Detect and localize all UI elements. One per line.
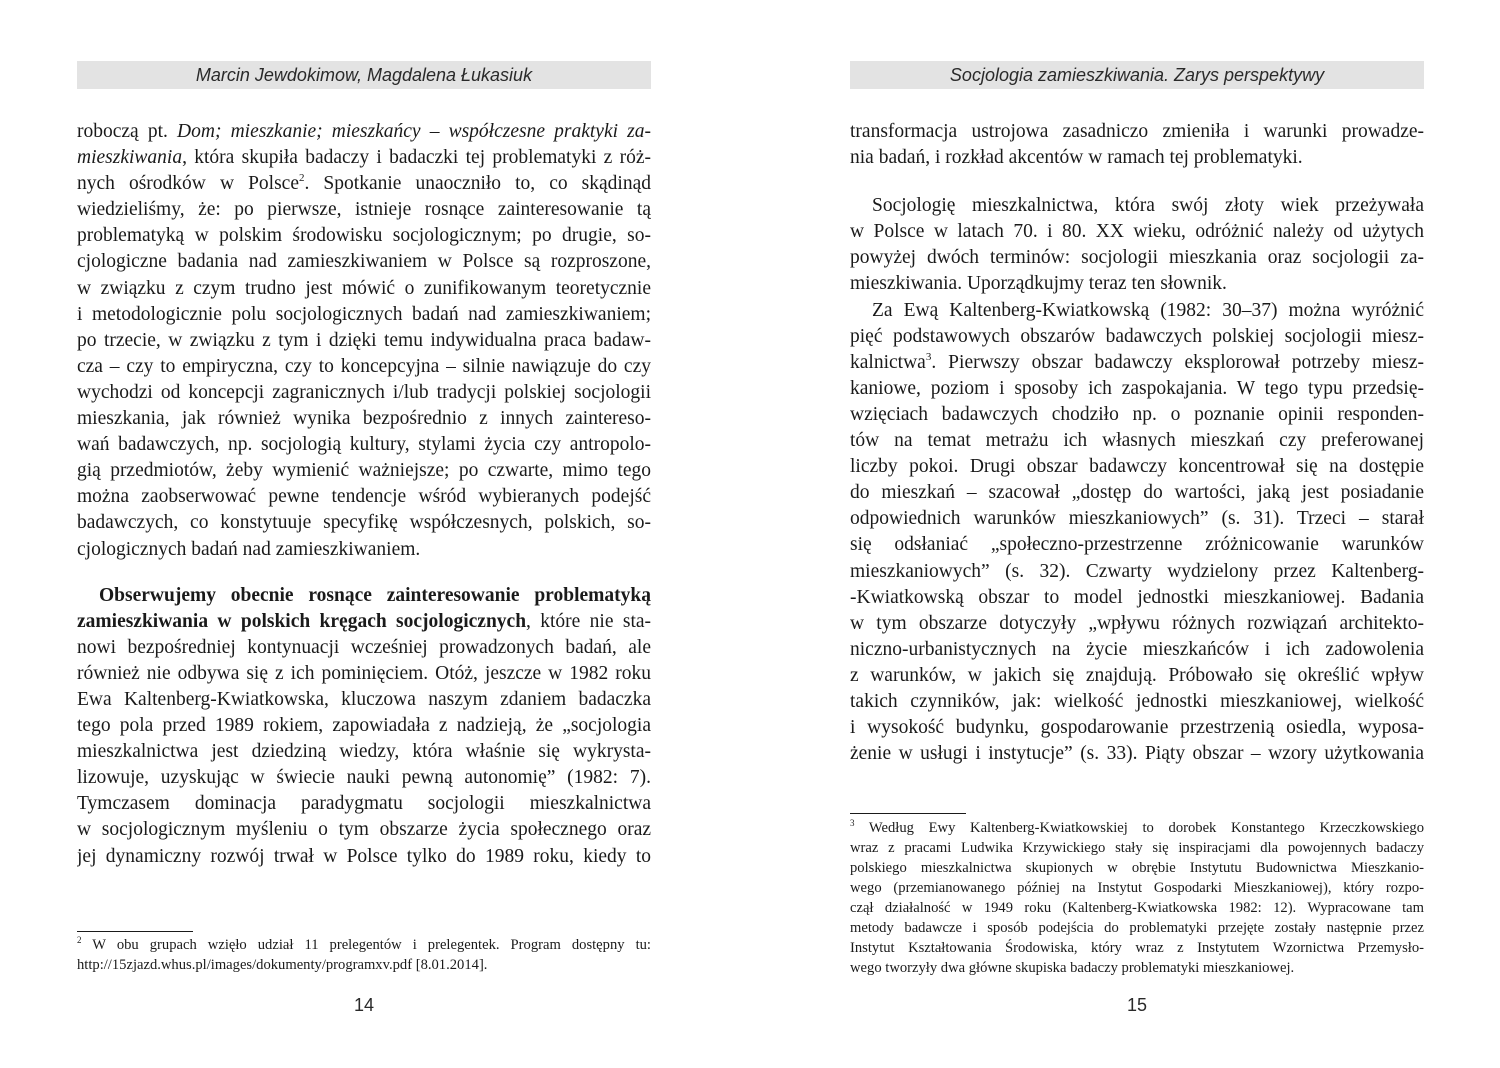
footnote-line: $^3$ Według Ewy Kaltenberg-Kwiatkowskiej to dorobek Konstantego Krzeczkowskiego: [850, 818, 1424, 836]
text-line: nia badań, i rozkład akcentów w ramach tej problematyki.: [850, 147, 1303, 169]
footnote-line: [77, 955, 651, 975]
text-line: mieszkiwania. Uporządkujmy teraz ten słownik.: [850, 273, 1227, 295]
footnote-2: [77, 935, 651, 975]
left-paragraph-2: [77, 583, 651, 870]
text-line: cjologiczne badania nad zamieszkiwaniem w Polsce są rozproszone,: [77, 251, 651, 273]
text-line: gią przedmiotów, żeby wymienić ważniejsze; po czwarte, mimo tego: [77, 460, 651, 482]
left-body-text: [77, 119, 651, 870]
footnote-separator: [77, 931, 193, 932]
right-body-text: [850, 119, 1424, 767]
text-line: lizowuje, uzyskując w świecie nauki pewną autonomię” (1982: 7).: [77, 767, 651, 789]
text-line: wiedzieliśmy, że: po pierwsze, istnieje rosnące zainteresowanie tą: [77, 199, 651, 221]
footnote-ref-2[interactable]: 2: [299, 172, 305, 185]
text-line: niczno-urbanistycznych na życie mieszkańców i ich zadowolenia: [850, 638, 1424, 660]
text-line: w socjologicznym myśleniu o tym obszarze życia społecznego oraz: [77, 819, 651, 841]
text-line: mieszkiwania, która skupiła badaczy i badaczki tej problematyki z róż-: [77, 147, 651, 169]
text-line: takich czynników, jak: wielkość jednostki mieszkaniowej, wielkość: [850, 690, 1424, 712]
footnote-3: [850, 818, 1424, 978]
right-paragraph-1: [850, 119, 1424, 171]
footnote-line: $^2$ W obu grupach wzięło udział 11 prelegentów i prelegentek. Program dostępny tu:: [77, 935, 651, 953]
footnote-line: metody badawcze i sposób podejścia do problematyki przejęte zostały następnie przez: [850, 920, 1424, 936]
text-line: z warunków, w jakich się znajdują. Próbowało się określić wpływ: [850, 664, 1424, 686]
text-line: zamieszkiwania w polskich kręgach socjologicznych, które nie sta-: [77, 610, 651, 632]
footnote-line: Instytut Kształtowania Środowiska, który wraz z Instytutem Wzornictwa Przemysło-: [850, 940, 1424, 956]
text-line: Tymczasem dominacja paradygmatu socjologii mieszkalnictwa: [77, 793, 651, 815]
text-line: pięć podstawowych obszarów badawczych polskiej socjologii miesz-: [850, 325, 1424, 347]
text-line: tego pola przed 1989 rokiem, zapowiadała z nadzieją, że „socjologia: [77, 715, 651, 737]
text-line: wań badawczych, np. socjologią kultury, stylami życia czy antropolo-: [77, 434, 651, 456]
text-line: -Kwiatkowską obszar to model jednostki mieszkaniowej. Badania: [850, 586, 1424, 608]
text-line: nowi bezpośredniej kontynuacji wcześniej prowadzonych badań, ale: [77, 636, 651, 658]
footnote-link[interactable]: http://15zjazd.whus.pl/images/dokumenty/programxv.pdf [8.01.2014].: [77, 957, 488, 973]
left-paragraph-1: [77, 119, 651, 563]
text-line: roboczą pt. Dom; mieszkanie; mieszkańcy – współczesne praktyki za-: [77, 121, 651, 142]
footnote-line: polskiego mieszkalnictwa skupionych w obrębie Instytutu Budownictwa Mieszkanio-: [850, 860, 1424, 876]
text-line: w Polsce w latach 70. i 80. XX wieku, odróżnić należy od użytych: [850, 221, 1424, 243]
text-line: tów na temat metrażu ich własnych mieszkań czy preferowanej: [850, 430, 1424, 452]
right-paragraph-2: [850, 193, 1424, 297]
page-number-left: 14: [353, 995, 375, 1015]
text-line: Obserwujemy obecnie rosnące zainteresowanie problematyką: [99, 584, 651, 606]
footnote-line: czął działalność w 1949 roku (Kaltenberg-Kwiatkowska 1982: 12). Wypracowane tam: [850, 900, 1424, 916]
text-line: odpowiednich warunków mieszkaniowych” (s. 31). Trzeci – starał: [850, 508, 1424, 530]
text-line: żenie w usługi i instytucje” (s. 33). Piąty obszar – wzory użytkowania: [850, 743, 1424, 765]
page-number-right: 15: [1126, 995, 1148, 1015]
text-line: Socjologię mieszkalnictwa, która swój złoty wiek przeżywała: [872, 195, 1424, 217]
footnote-separator: [850, 813, 966, 814]
text-line: mieszkaniowych” (s. 32). Czwarty wydzielony przez Kaltenberg-: [850, 560, 1424, 582]
text-line: w związku z czym trudno jest mówić o zunifikowanym teoretycznie: [77, 277, 651, 299]
running-head-left: Marcin Jewdokimow, Magdalena Łukasiuk: [77, 61, 651, 89]
text-line: wychodzi od koncepcji zagranicznych i/lub tradycji polskiej socjologii: [77, 381, 651, 403]
text-line: cjologicznych badań nad zamieszkiwaniem.: [77, 538, 421, 560]
footnote-ref-3[interactable]: 3: [925, 350, 932, 363]
running-head-right: Socjologia zamieszkiwania. Zarys perspektywy: [850, 61, 1424, 89]
text-line: problematyką w polskim środowisku socjologicznym; po drugie, so-: [77, 225, 651, 247]
right-page: [850, 0, 1424, 1068]
text-line: po trzecie, w związku z tym i dzięki temu indywidualna praca badaw-: [77, 329, 651, 351]
text-line: i wysokość budynku, gospodarowanie przestrzenią osiedla, wyposa-: [850, 717, 1424, 739]
text-line: mieszkalnictwa jest dziedziną wiedzy, która właśnie się wykrysta-: [77, 741, 651, 763]
footnote-line: wego (przemianowanego później na Instytut Gospodarki Mieszkaniowej), który rozpo-: [850, 880, 1424, 896]
left-page: [77, 0, 651, 1068]
text-line: w tym obszarze dotyczyły „wpływu różnych rozwiązań architekto-: [850, 612, 1424, 634]
right-paragraph-3: [850, 298, 1424, 768]
text-line: badawczych, co konstytuuje specyfikę współczesnych, polskich, so-: [77, 512, 651, 534]
text-line: kalnictwa$^3$. Pierwszy obszar badawczy eksplorował potrzeby miesz-: [850, 350, 1424, 373]
text-line: powyżej dwóch terminów: socjologii mieszkania oraz socjologii za-: [850, 247, 1424, 269]
text-line: się odsłaniać „społeczno-przestrzenne zróżnicowanie warunków: [850, 534, 1424, 556]
text-line: wzięciach badawczych chodziło np. o poznanie opinii responden-: [850, 403, 1424, 425]
footnote-line: wraz z pracami Ludwika Krzywickiego stały się inspiracjami dla powojennych badaczy: [850, 840, 1424, 856]
footnote-line: wego tworzyły dwa główne skupiska badaczy problematyki mieszkaniowej.: [850, 960, 1295, 976]
text-line: nych ośrodków w Polsce$^2$. Spotkanie unaoczniło to, co skądinąd: [77, 172, 651, 195]
text-line: kaniowe, poziom i sposoby ich zaspokajania. W tego typu przedsię-: [850, 377, 1424, 399]
text-line: liczby pokoi. Drugi obszar badawczy koncentrował się na dostępie: [850, 456, 1424, 478]
text-line: Za Ewą Kaltenberg-Kwiatkowską (1982: 30–37) można wyróżnić: [872, 299, 1424, 321]
text-line: mieszkania, jak również wynika bezpośrednio z innych zaintereso-: [77, 408, 651, 430]
text-line: Ewa Kaltenberg-Kwiatkowska, kluczowa naszym zdaniem badaczka: [77, 688, 651, 710]
text-line: transformacja ustrojowa zasadniczo zmieniła i warunki prowadze-: [850, 121, 1424, 142]
text-line: można zaobserwować pewne tendencje wśród wybieranych podejść: [77, 486, 651, 508]
text-line: cza – czy to empiryczna, czy to koncepcyjna – silnie nawiązuje do czy: [77, 355, 651, 377]
text-line: również nie odbywa się z ich pominięciem. Otóż, jeszcze w 1982 roku: [77, 662, 651, 684]
text-line: do mieszkań – szacował „dostęp do wartości, jaką jest posiadanie: [850, 482, 1424, 504]
text-line: i metodologicznie polu socjologicznych badań nad zamieszkiwaniem;: [77, 303, 651, 325]
text-line: jej dynamiczny rozwój trwał w Polsce tylko do 1989 roku, kiedy to: [77, 845, 651, 867]
